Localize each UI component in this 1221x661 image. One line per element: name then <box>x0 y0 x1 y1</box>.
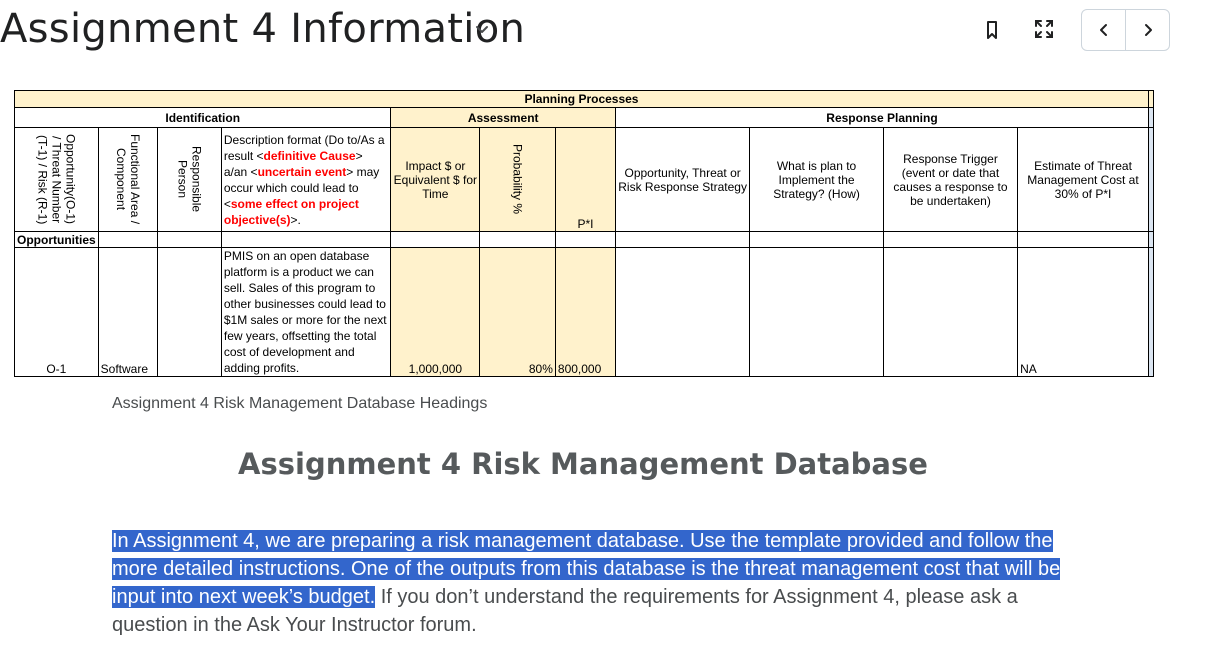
paragraph-text: If you don’t understand the requirements for Assignment 4, please ask a question in the Ask Your Instructor forum. <box>112 586 1018 636</box>
col-header-estimate: Estimate of Threat Management Cost at 30% of P*I <box>1018 128 1149 232</box>
figure-caption: Assignment 4 Risk Management Database Headings <box>112 395 488 412</box>
col-header-plan: What is plan to Implement the Strategy? (How) <box>750 128 884 232</box>
section-label-opportunities: Opportunities <box>15 232 99 248</box>
cell-trigger <box>883 248 1017 377</box>
col-header-impact: Impact $ or Equivalent $ for Time <box>391 128 480 232</box>
planning-processes-header: Planning Processes <box>15 91 1149 108</box>
cell-strategy <box>616 248 750 377</box>
col-header-probability: Probability % <box>480 128 556 232</box>
next-topic-button[interactable] <box>1125 10 1169 50</box>
assessment-group-header: Assessment <box>391 108 616 128</box>
topic-navigation <box>1081 9 1170 51</box>
bookmark-icon[interactable] <box>984 19 1000 41</box>
col-header-description: Description format (Do to/As a result <definitive Cause> a/an <uncertain event> may occur which could lead to <some effect on project objective(s)>. <box>221 128 391 232</box>
response-planning-group-header: Response Planning <box>616 108 1149 128</box>
cell-estimate: NA <box>1018 248 1149 377</box>
col-header-functional-area: Functional Area / Component <box>98 128 157 232</box>
table-row <box>15 248 1154 377</box>
risk-table-image <box>14 90 1154 377</box>
risk-management-table <box>14 90 1154 377</box>
section-heading: Assignment 4 Risk Management Database <box>238 447 928 481</box>
page-title: Assignment 4 Information <box>0 6 526 52</box>
chevron-down-icon[interactable] <box>471 18 493 40</box>
cell-pi: 800,000 <box>555 248 615 377</box>
col-header-strategy: Opportunity, Threat or Risk Response Strategy <box>616 128 750 232</box>
col-header-responsible-person: Responsible Person <box>158 128 222 232</box>
cell-functional-area: Software <box>98 248 157 377</box>
col-header-trigger: Response Trigger (event or date that causes a response to be undertaken) <box>883 128 1017 232</box>
cell-impact: 1,000,000 <box>391 248 480 377</box>
chevron-right-icon <box>1141 22 1155 38</box>
cell-probability: 80% <box>480 248 556 377</box>
cell-responsible-person <box>158 248 222 377</box>
col-header-id: Opportunity(O-1) / Threat Number (T-1) / Risk (R-1) <box>15 128 99 232</box>
col-header-pi: P*I <box>555 128 615 232</box>
title-bar <box>0 0 1221 62</box>
fullscreen-icon[interactable] <box>1033 18 1055 40</box>
cell-id: O-1 <box>15 248 99 377</box>
cell-plan <box>750 248 884 377</box>
selected-text: In Assignment 4, we are preparing a risk management database. Use the template provided and follow the more detailed instructions. One of the outputs from this database is the threat management cost that will be input into next week’s budget. <box>112 530 1061 608</box>
chevron-left-icon <box>1097 22 1111 38</box>
body-paragraph <box>112 527 1072 639</box>
identification-group-header: Identification <box>15 108 391 128</box>
previous-topic-button[interactable] <box>1082 10 1125 50</box>
cell-description: PMIS on an open database platform is a product we can sell. Sales of this program to other businesses could lead to $1M sales or more for the next few years, offsetting the total cost of development and adding profits. <box>221 248 391 377</box>
